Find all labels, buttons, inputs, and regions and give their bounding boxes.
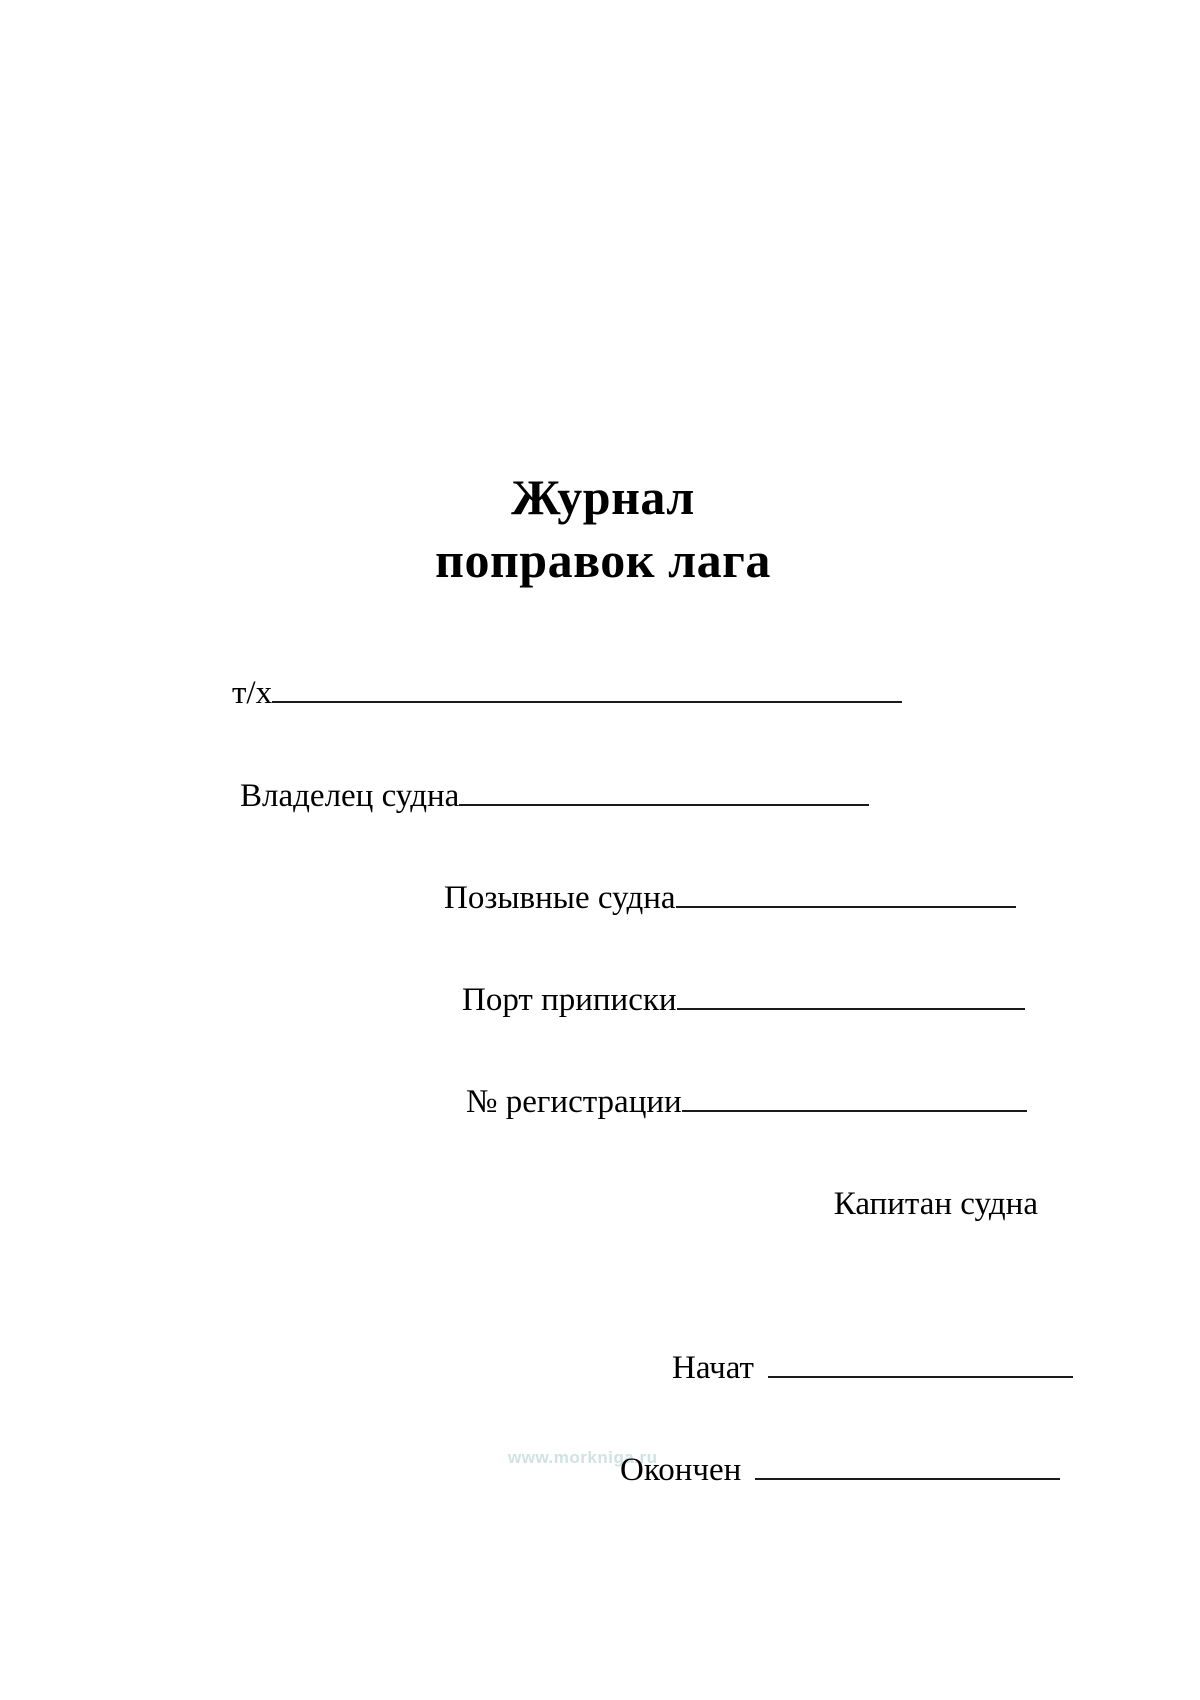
field-label-callsign: Позывные судна bbox=[444, 880, 676, 916]
field-label-finished: Окончен bbox=[620, 1452, 742, 1488]
field-row-port bbox=[462, 982, 1025, 1018]
field-label-port: Порт приписки bbox=[462, 982, 677, 1018]
field-rule-owner[interactable] bbox=[459, 804, 869, 806]
field-row-registration bbox=[466, 1084, 1027, 1120]
field-label-vessel: т/х bbox=[232, 675, 273, 711]
watermark-text: www.morkniga.ru bbox=[508, 1448, 658, 1467]
document-title bbox=[0, 470, 1200, 588]
field-rule-callsign[interactable] bbox=[676, 906, 1016, 908]
field-rule-port[interactable] bbox=[677, 1008, 1025, 1010]
field-row-owner bbox=[240, 778, 869, 814]
field-rule-vessel[interactable] bbox=[272, 701, 902, 703]
field-rule-registration[interactable] bbox=[682, 1110, 1027, 1112]
field-row-started bbox=[672, 1350, 1073, 1386]
field-rule-finished[interactable] bbox=[755, 1478, 1060, 1480]
title-line-2: поправок лага bbox=[435, 532, 771, 588]
field-label-captain: Капитан судна bbox=[833, 1186, 1038, 1222]
title-line-1: Журнал bbox=[511, 469, 695, 525]
field-row-finished bbox=[620, 1452, 1060, 1488]
field-label-registration: № регистрации bbox=[466, 1084, 682, 1120]
field-label-owner: Владелец судна bbox=[240, 778, 460, 814]
field-row-vessel bbox=[232, 675, 902, 711]
field-row-callsign bbox=[444, 880, 1016, 916]
field-label-started: Начат bbox=[672, 1350, 754, 1386]
field-rule-started[interactable] bbox=[768, 1376, 1073, 1378]
